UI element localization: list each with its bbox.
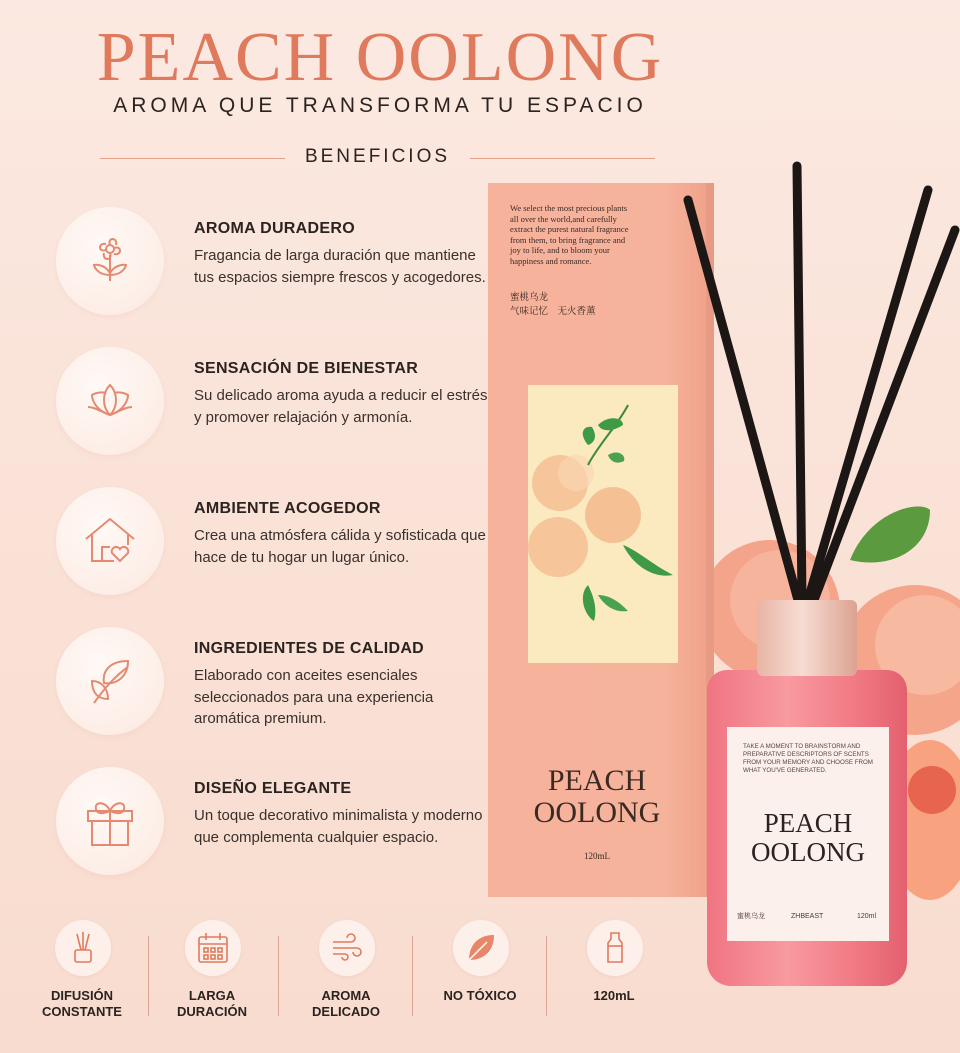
feature-bienestar: [56, 347, 496, 457]
badge-volume: [554, 920, 674, 1030]
badge-no-toxico: [420, 920, 540, 1030]
feature-title: DISEÑO ELEGANTE: [194, 780, 352, 797]
feature-description: Elaborado con aceites esenciales seleccionados para una experiencia aromática premium.: [194, 667, 434, 727]
badge-icon-circle: [453, 920, 509, 976]
badge-label-line: CONSTANTE: [42, 1004, 122, 1019]
feature-diseno: [56, 767, 496, 877]
divider-right: [470, 158, 655, 159]
flower-icon: [80, 231, 140, 291]
badge-label: [554, 988, 674, 1004]
calendar-icon: [195, 930, 231, 966]
badge-icon-circle: [587, 920, 643, 976]
feature-ambiente: [56, 487, 496, 597]
badge-icon-circle: [185, 920, 241, 976]
label-chinese: 蜜桃乌龙: [737, 913, 765, 920]
feature-title: AMBIENTE ACOGEDOR: [194, 500, 381, 517]
gift-icon: [80, 791, 140, 851]
page-title: PEACH OOLONG: [96, 19, 664, 96]
feature-description: Un toque decorativo minimalista y moderno que complementa cualquier espacio.: [194, 807, 483, 846]
box-chinese-line: 气味记忆 无火香薰: [510, 306, 596, 317]
feature-title: INGREDIENTES DE CALIDAD: [194, 640, 425, 657]
badge-divider: [148, 936, 149, 1016]
label-volume: 120ml: [857, 913, 877, 920]
badge-label-line: DIFUSIÓN: [50, 988, 114, 1003]
reed-sticks: [680, 160, 960, 610]
badge-icon-circle: [319, 920, 375, 976]
badge-label: [420, 988, 540, 1004]
badge-aroma: [286, 920, 406, 1030]
lotus-icon: [80, 371, 140, 431]
feature-title: AROMA DURADERO: [194, 220, 355, 237]
feature-icon-circle: [56, 627, 164, 735]
feature-icon-circle: [56, 487, 164, 595]
label-name-line: PEACH: [763, 808, 853, 838]
feature-description: Crea una atmósfera cálida y sofisticada que hace de tu hogar un lugar único.: [194, 527, 486, 566]
box-product-name: [488, 765, 706, 829]
feature-aroma-duradero: [56, 207, 496, 317]
box-name-line: PEACH: [547, 764, 647, 797]
feature-icon-circle: [56, 207, 164, 315]
badge-label-line: 120mL: [593, 988, 635, 1003]
badge-divider: [278, 936, 279, 1016]
feature-icon-circle: [56, 767, 164, 875]
badge-divider: [412, 936, 413, 1016]
product-box: [488, 183, 706, 897]
badge-label: [22, 988, 142, 1020]
bottle-icon: [597, 930, 633, 966]
section-title: BENEFICIOS: [304, 146, 451, 167]
divider-left: [100, 158, 285, 159]
leaf-icon: [463, 930, 499, 966]
badge-divider: [546, 936, 547, 1016]
badge-label-line: DELICADO: [312, 1004, 380, 1019]
feature-description: Fragancia de larga duración que mantiene tus espacios siempre frescos y acogedores.: [194, 247, 486, 286]
feature-ingredientes: [56, 627, 496, 737]
badge-label-line: LARGA: [188, 988, 236, 1003]
badge-difusion: [22, 920, 142, 1030]
feature-title: SENSACIÓN DE BIENESTAR: [194, 360, 419, 377]
badge-duracion: [152, 920, 272, 1030]
section-header: [100, 146, 660, 172]
bottle-cap: [757, 600, 857, 676]
label-description: TAKE A MOMENT TO BRAINSTORM AND PREPARATIVE DESCRIPTORS OF SCENTS FROM YOUR MEMORY AND CHOOSE FROM WHAT YOU'VE GENERATED.: [743, 743, 873, 774]
box-volume: 120mL: [584, 851, 610, 861]
peach-illustration: [528, 385, 678, 663]
bottle-label: [727, 727, 889, 941]
box-description: We select the most precious plants all over the world,and carefully extract the purest natural fragrance from them, to bring fragrance and joy to life, and to bloom your happiness and romance.: [510, 203, 629, 266]
box-name-line: OOLONG: [533, 796, 661, 829]
feature-description: Su delicado aroma ayuda a reducir el estrés y promover relajación y armonía.: [194, 387, 488, 426]
home-heart-icon: [80, 511, 140, 571]
peach-artwork: [528, 385, 678, 663]
badge-label-line: AROMA: [321, 988, 371, 1003]
badge-label-line: NO TÓXICO: [443, 988, 517, 1003]
leaves-icon: [80, 651, 140, 711]
label-name-line: OOLONG: [751, 837, 865, 867]
badge-label-line: DURACIÓN: [176, 1004, 248, 1019]
badge-label: [152, 988, 272, 1020]
label-brand: ZHBEAST: [791, 913, 824, 920]
badge-icon-circle: [55, 920, 111, 976]
box-chinese-text: [510, 291, 596, 319]
feature-icon-circle: [56, 347, 164, 455]
box-chinese-line: 蜜桃乌龙: [510, 292, 549, 303]
wind-icon: [329, 930, 365, 966]
diffuser-icon: [65, 930, 101, 966]
label-product-name: [727, 809, 889, 867]
badge-label: [286, 988, 406, 1020]
page-subtitle: AROMA QUE TRANSFORMA TU ESPACIO: [113, 94, 647, 117]
